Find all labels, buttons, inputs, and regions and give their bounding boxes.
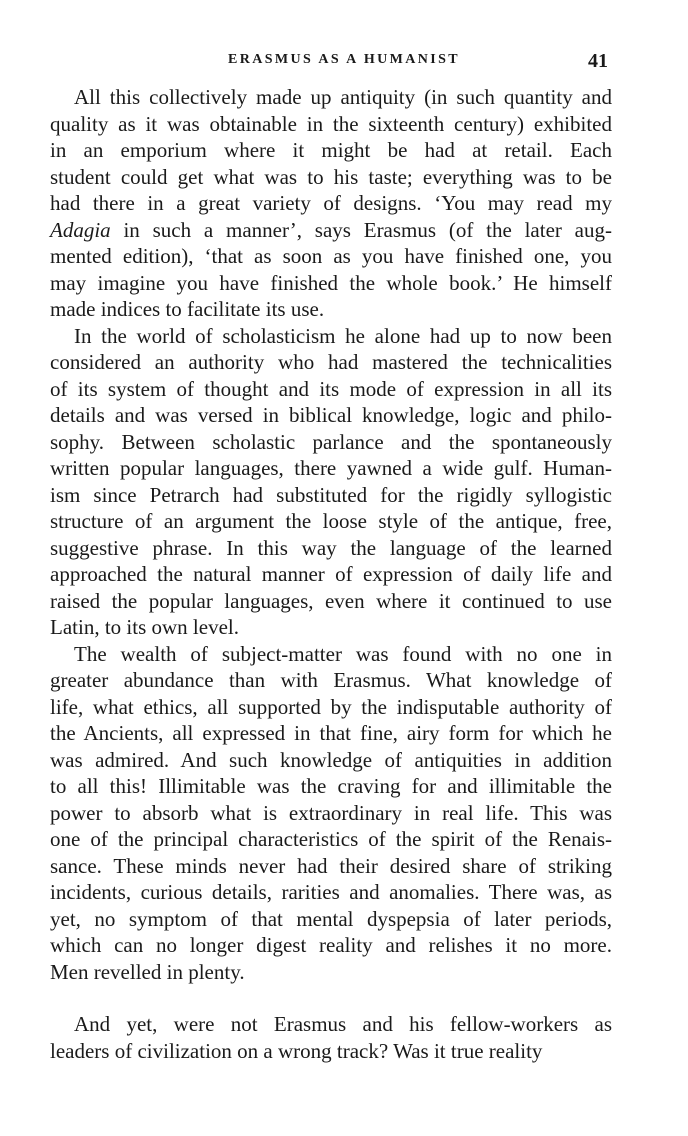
body-text [50, 84, 612, 1064]
text-line: written popular languages, there yawned a wide gulf. Human- [50, 456, 612, 480]
paragraph [50, 641, 612, 986]
text-line: sophy. Between scholastic parlance and the spontaneously [50, 429, 612, 454]
text-line: And yet, were not Erasmus and his fellow-workers as [74, 1012, 612, 1036]
text-line [50, 217, 612, 244]
text-line: mented edition), ‘that as soon as you have finished one, you [50, 244, 612, 268]
text-fragment: in such a manner’, says Erasmus (of the later aug- [110, 217, 612, 242]
text-line: life, what ethics, all supported by the indisputable authority of [50, 694, 612, 719]
text-line: sance. These minds never had their desired share of striking [50, 853, 612, 878]
text-line: ism since Petrarch had substituted for the rigidly syllogistic [50, 482, 612, 507]
text-line: Men revelled in plenty. [50, 959, 245, 984]
text-line: the Ancients, all expressed in that fine, airy form for which he [50, 721, 612, 745]
running-title: ERASMUS AS A HUMANIST [227, 52, 461, 67]
text-line: was admired. And such knowledge of antiquities in addition [50, 747, 612, 772]
text-line: The wealth of subject-matter was found with no one in [74, 641, 612, 666]
paragraph [50, 84, 612, 323]
text-line: raised the popular languages, even where it continued to use [50, 588, 612, 613]
text-line: of its system of thought and its mode of expression in all its [50, 376, 612, 401]
text-line: one of the principal characteristics of the spirit of the Renais- [50, 827, 612, 851]
text-line: All this collectively made up antiquity (in such quantity and [74, 85, 612, 109]
text-line: had there in a great variety of designs. ‘You may read my [50, 191, 612, 215]
page-number: 41 [588, 50, 608, 72]
text-line: structure of an argument the loose style of the antique, free, [50, 509, 612, 533]
text-line: Latin, to its own level. [50, 615, 239, 639]
paragraph [50, 323, 612, 641]
text-line: made indices to facilitate its use. [50, 297, 325, 321]
text-line: quality as it was obtainable in the sixteenth century) exhibited [50, 111, 612, 136]
text-line: to all this! Illimitable was the craving for and illimitable the [50, 774, 612, 798]
text-line: incidents, curious details, rarities and anomalies. There was, as [50, 880, 612, 904]
paragraph [50, 1011, 612, 1064]
text-line: in an emporium where it might be had at retail. Each [50, 138, 612, 162]
text-line: considered an authority who had mastered the technicalities [50, 350, 612, 374]
italic-title: Adagia [50, 217, 111, 242]
text-line: student could get what was to his taste; everything was to be [50, 164, 612, 189]
text-line: In the world of scholasticism he alone had up to now been [74, 323, 612, 348]
text-line: yet, no symptom of that mental dyspepsia of later periods, [50, 906, 612, 931]
text-line: suggestive phrase. In this way the language of the learned [50, 535, 612, 560]
running-head [0, 50, 688, 74]
text-line: which can no longer digest reality and relishes it no more. [50, 933, 612, 957]
text-line: greater abundance than with Erasmus. What knowledge of [50, 668, 612, 692]
text-line: approached the natural manner of expression of daily life and [50, 562, 612, 586]
text-line: may imagine you have finished the whole book.’ He himself [50, 270, 612, 295]
text-line: details and was versed in biblical knowledge, logic and philo- [50, 403, 612, 427]
text-line: leaders of civilization on a wrong track? Was it true reality [50, 1038, 543, 1063]
text-line: power to absorb what is extraordinary in real life. This was [50, 800, 612, 825]
